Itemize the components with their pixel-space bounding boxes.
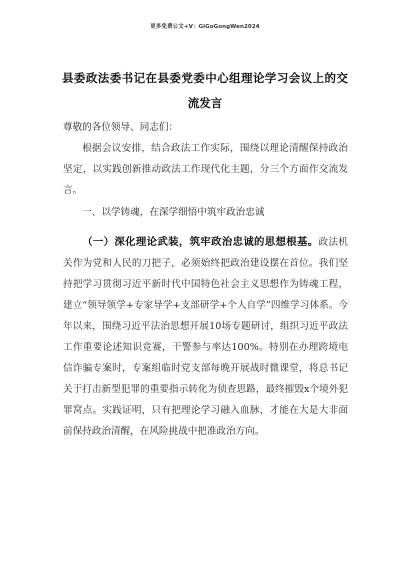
intro-paragraph: 根据会议安排，结合政法工作实际，围绕以理论清醒保持政治坚定，以实践创新推动政法工作现代化主题，分三个方面作交流发言。 (63, 143, 348, 196)
greeting: 尊敬的各位领导、同志们： (63, 122, 179, 133)
intro-block (63, 138, 348, 201)
subsection-body: 政法机关作为党和人民的刀把子，必须始终把政治建设摆在首位。我们坚持把学习贯彻习近平新时代中国特色社会主义思想作为铸魂工程，建立“领导领学+专家导学+支部研学+个人自学”四维学习体系。今年以来，围绕习近平法治思想开展10场专题研讨，组织习近平政法工作重要论述知识竞赛，干警参与率达100%。特别在办理跨境电信诈骗专案时，专案组临时党支部每晚开展战时微课堂，将总书记关于打击新型犯罪的重要指示转化为侦查思路，最终摧毁x个境外犯罪窝点。实践证明，只有把理论学习融入血脉，才能在大是大非面前保持政治清醒，在风险挑战中把准政治方向。 (63, 237, 348, 437)
header-note: 更多免费公文+V：GiGoGongWen2024 (150, 24, 260, 30)
subsection-lead: （一）深化理论武装，筑牢政治忠诚的思想根基。 (82, 236, 319, 248)
section-heading: 一、以学铸魂，在深学细悟中筑牢政治忠诚 (82, 207, 265, 218)
subsection-block (63, 232, 348, 442)
subsection-paragraph (63, 232, 348, 442)
document-title: 县委政法委书记在县委党委中心组理论学习会议上的交流发言 (62, 71, 348, 110)
